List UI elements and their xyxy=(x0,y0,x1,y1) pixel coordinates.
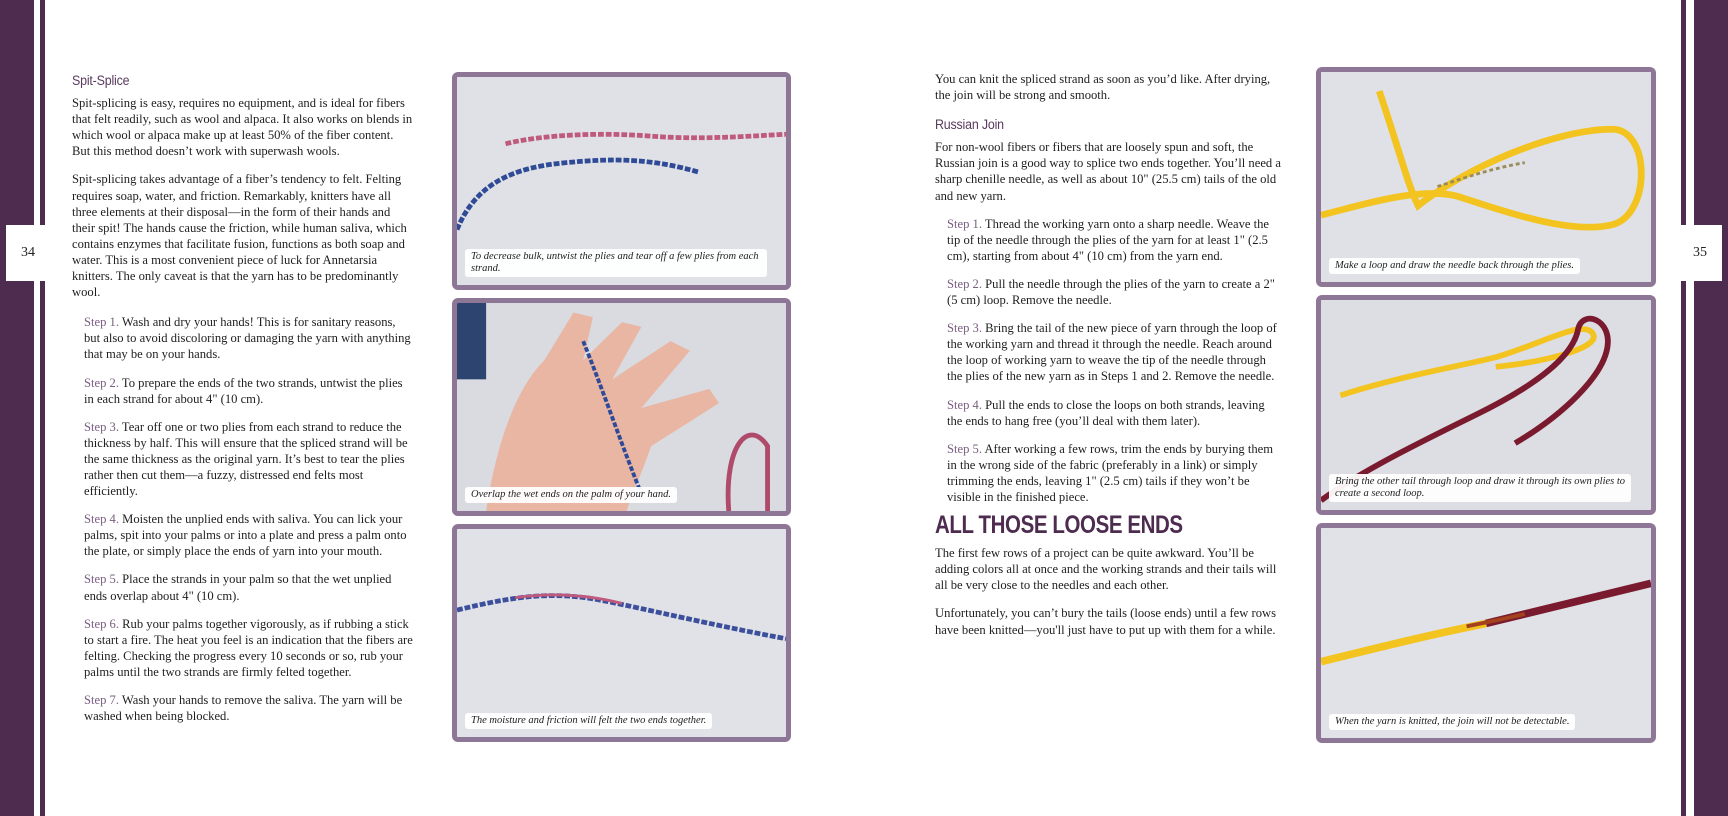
left-page-rule xyxy=(40,0,45,816)
photo-knitted-join xyxy=(1316,523,1656,743)
photo-caption-3: The moisture and friction will felt the two ends together. xyxy=(465,713,712,730)
right-step-1: Step 1. Thread the working yarn onto a sharp needle. Weave the tip of the needle through the plies of the yarn for at least 1" (2.5 cm), starting from about 4" (10 cm) from the yarn end. xyxy=(947,216,1270,263)
photo-untwist-plies xyxy=(452,72,791,290)
photo-caption-5: Bring the other tail through loop and draw it through its own plies to create a second loop. xyxy=(1329,474,1631,502)
loose-ends-heading: ALL THOSE LOOSE ENDS xyxy=(935,511,1183,540)
felted-yarn-illustration xyxy=(457,529,786,737)
spit-splice-heading: Spit-Splice xyxy=(72,73,130,88)
spit-splice-intro-1: Spit-splicing is easy, requires no equipment, and is ideal for fibers that felt readily, such as wool and alpaca. It also works on blends in which wool or alpaca make up at least 50% of the fiber content. But this method doesn’t work with superwash wools. xyxy=(72,96,413,159)
left-step-1: Step 1. Wash and dry your hands! This is for sanitary reasons, but also to avoid discoloring or damaging the yarn with anything that may be on your hands. xyxy=(84,315,411,362)
photo-make-loop xyxy=(1316,67,1656,287)
photo-caption-4: Make a loop and draw the needle back through the plies. xyxy=(1329,258,1580,275)
right-page-edge xyxy=(1694,0,1728,816)
left-page-edge xyxy=(0,0,34,816)
photo-caption-6: When the yarn is knitted, the join will not be detectable. xyxy=(1329,714,1575,731)
photo-felted-ends xyxy=(452,524,791,742)
right-page-rule xyxy=(1681,0,1686,816)
russian-join-heading: Russian Join xyxy=(935,117,1004,133)
right-step-4: Step 4. Pull the ends to close the loops on both strands, leaving the ends to hang free (you’ll deal with them later). xyxy=(947,397,1265,428)
hand-with-yarn-illustration xyxy=(457,303,786,511)
photo-second-loop xyxy=(1316,295,1656,515)
joined-yarn-illustration xyxy=(1321,528,1651,738)
right-text-column xyxy=(935,71,1283,650)
left-step-2: Step 2. To prepare the ends of the two strands, untwist the plies in each strand for about 4" (10 cm). xyxy=(84,375,403,406)
left-step-7: Step 7. Wash your hands to remove the saliva. The yarn will be washed when being blocked. xyxy=(84,693,403,724)
photo-caption-2: Overlap the wet ends on the palm of your hand. xyxy=(465,487,677,504)
left-step-3: Step 3. Tear off one or two plies from each strand to reduce the thickness by half. This will ensure that the spliced strand will be the same thickness as the original yarn. It’s best to tear the plies rather then cut them—a fuzzy, distressed end felts most efficiently. xyxy=(84,419,408,499)
page-number-right: 35 xyxy=(1678,225,1722,281)
drying-note: You can knit the spliced strand as soon as you’d like. After drying, the join will be strong and smooth. xyxy=(935,72,1271,103)
right-step-5: Step 5. After working a few rows, trim the ends by burying them in the wrong side of the fabric (preferably in a link) or simply trimming the ends, leaving 1" (2.5 cm) tails if they won’t be visible in the finished piece. xyxy=(947,441,1273,504)
yellow-loop-illustration xyxy=(1321,72,1651,282)
loose-ends-paragraph-2: Unfortunately, you can’t bury the tails (loose ends) until a few rows have been knitted—you'll just have to put up with them for a while. xyxy=(935,606,1276,637)
photo-overlap-palm xyxy=(452,298,791,516)
left-text-column xyxy=(72,73,414,736)
right-step-3: Step 3. Bring the tail of the new piece of yarn through the loop of the working yarn and thread it through the needle. Reach around the loop of working yarn to weave the tip of the needle through the plies of the new yarn as in Steps 1 and 2. Remove the needle. xyxy=(947,321,1277,384)
right-step-2: Step 2. Pull the needle through the plies of the yarn to create a 2" (5 cm) loop. Remove the needle. xyxy=(947,276,1275,308)
loose-ends-paragraph-1: The first few rows of a project can be quite awkward. You’ll be adding colors all at once and the working strands and their tails will all be very close to the needles and each other. xyxy=(935,546,1277,593)
left-step-4: Step 4. Moisten the unplied ends with saliva. You can lick your palms, spit into your palms or into a plate and press a palm onto the plate, or simply place the ends of yarn into your mouth. xyxy=(84,512,407,559)
page-number-left: 34 xyxy=(6,225,50,281)
spit-splice-intro-2: Spit-splicing takes advantage of a fiber’s tendency to felt. Felting requires soap, water, and friction. Remarkably, knitters have all three elements at their disposal—in the form of their hands and their spit! The hands cause the friction, while human saliva, which contains enzymes that facilitate fusion, functions as both soap and water. This is a most convenient piece of luck for Annetarsia knitters. The only caveat is that the yarn has to be predominantly wool. xyxy=(72,172,407,300)
left-step-6: Step 6. Rub your palms together vigorously, as if rubbing a stick to start a fire. The heat you feel is an indication that the fibers are felting. Checking the progress every 10 seconds or so, rub your palms until the two strands are firmly felted together. xyxy=(84,616,413,679)
photo-caption-1: To decrease bulk, untwist the plies and tear off a few plies from each strand. xyxy=(465,249,767,277)
russian-join-intro: For non-wool fibers or fibers that are loosely spun and soft, the Russian join is a good way to splice two ends together. You’ll need a sharp chenille needle, as well as about 10" (25.5 cm) tails of the old and new yarn. xyxy=(935,140,1281,203)
left-step-5: Step 5. Place the strands in your palm so that the wet unplied ends overlap about 4" (10 cm). xyxy=(84,572,392,603)
